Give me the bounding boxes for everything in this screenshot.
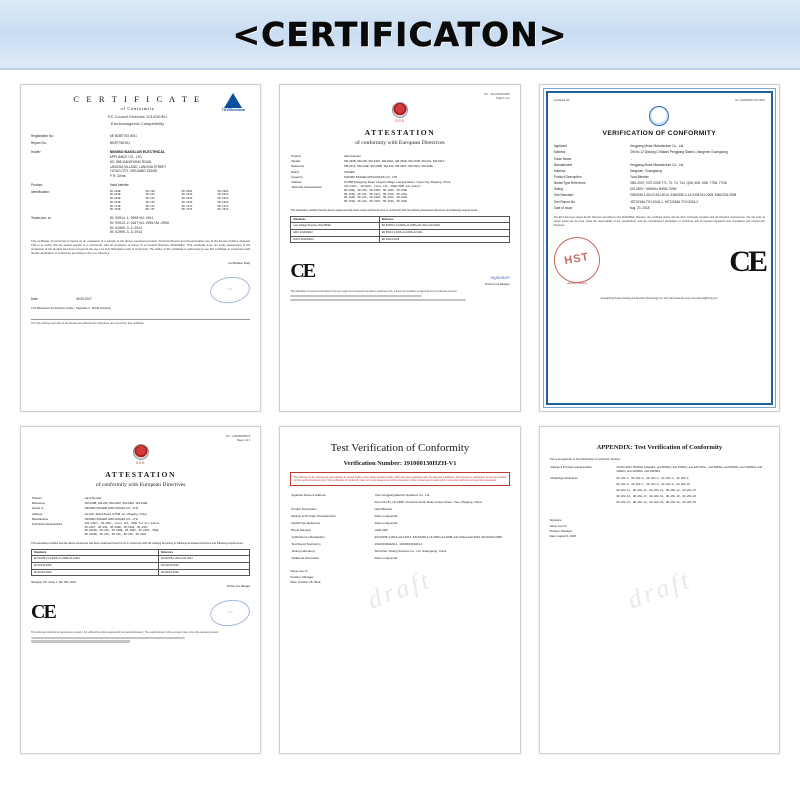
cert-heading: C E R T I F I C A T E [73, 94, 202, 104]
model-item: SM-233A [217, 200, 229, 204]
field-value: AE 50387753 0001 [109, 134, 137, 139]
product-block [31, 183, 250, 235]
model-list [110, 190, 251, 213]
certificate-card-test-verification[interactable] [279, 426, 520, 754]
field-value: SINGER [343, 169, 355, 174]
field-label: Brand [291, 169, 299, 174]
certification-stamp-icon: TÜV [209, 275, 252, 306]
signature-block [290, 569, 509, 585]
model-item: SM-747A [217, 204, 229, 208]
field-value: 220-240V~ 50/60Hz 600W-700W [629, 187, 677, 192]
model-item: SM-231 [145, 193, 155, 197]
cell: EN 62321:2008 [159, 569, 250, 576]
certificate-card-appendix[interactable] [539, 426, 780, 754]
ce-mark-icon: CE [290, 260, 315, 283]
draft-watermark: draft [623, 564, 695, 615]
certificate-grid [0, 70, 800, 764]
signature-name: Name Lea Yu [290, 569, 308, 574]
signature-date: Date: August 6, 2018 [549, 534, 576, 539]
field-label: Address [553, 150, 566, 155]
cell: RoHS 2011/65/EU [291, 236, 379, 243]
field-value: 50097798 001 [109, 140, 130, 145]
model-item: SM-231A [217, 193, 229, 197]
tech-line: SM-230B, SM-230, SM-230X, SM-230A, SM-230E [343, 188, 407, 192]
attestation-title: ATTESTATION [364, 128, 436, 138]
cell: EN 62233:2008 [32, 563, 159, 570]
cell: Low Voltage Directive 2014/35/EU [291, 223, 379, 230]
field-value: Aug. 23, 2018 [629, 205, 650, 210]
field-label: Manufacturer [32, 516, 49, 521]
field-label: Brand Name(s) [291, 527, 311, 532]
field-label: Product Description [553, 175, 582, 179]
tested-standard: EN 55014-2:1997+A1:2001+A2:2008 [109, 220, 169, 225]
stamp-caption: Laboratory Manager [566, 283, 587, 286]
verification-title: Test Verification of Conformity [330, 442, 470, 454]
model-item: SM-747 [145, 204, 155, 208]
signature-date: Date: October 18, 2019 [290, 579, 321, 584]
attestation-statement: This attestation certifies that the above equipment has been tested and found to be in conformity with CE marking according to following European Directives and following requirements: [31, 542, 244, 546]
hst-title: VERIFICATION OF CONFORMITY [602, 129, 717, 137]
field-value: Hand Blender [374, 506, 393, 511]
model-item: SM-232A [217, 197, 229, 201]
field-value: Jiangmen, Guangdong [629, 168, 662, 173]
signature-position: Position: Manager [549, 528, 573, 533]
certificate-card-hst[interactable] [539, 84, 780, 412]
certificate-card-tuv[interactable] [20, 84, 261, 412]
tech-label: Technical characteristics [32, 522, 63, 527]
holder-line: YUYAO CITY, ZHEJIANG 315400 [109, 169, 158, 174]
holder-line: NINGBO BAKSLON ELECTRICAL [109, 150, 165, 155]
model-item: SM-230X [181, 189, 193, 193]
column-header: Reference [379, 216, 509, 223]
field-value: SM-230B, SM-230, SM-230X, SM-230A, SM-230E, SM-231B, SM-231, SM-231X [343, 159, 445, 164]
attestation-fields [290, 153, 509, 204]
field-label: Verification to Standard(s) [291, 534, 325, 539]
cell: EMC 2014/30/EU [291, 229, 379, 236]
field-value: No.229, Jiasha Road, NTSM, etc, Zhejiang, China [84, 511, 147, 516]
attestation-footer: This attestation is issued on the basis of the test report and represents the above equipment only. It does not constitute an approval of the production process. [290, 290, 458, 294]
tech-line: SM-233B, SM-233, SM-233X, SM-233A, SM-233E [343, 199, 407, 203]
field-value: 191000130HZH-1, 191000130HZH-2 [374, 541, 423, 546]
field-label: Additional Information [291, 555, 320, 560]
field-label: Test Report Number(s) [291, 541, 321, 546]
tested-standard: EN 61000-3-2:2014 [109, 225, 143, 230]
cell: EN 62321:2009 [379, 236, 509, 243]
field-label: Product [32, 495, 42, 500]
field-value: Yongyang Motor Manufacture Co., Ltd. [629, 144, 685, 149]
date-value: 05.09.2017 [76, 297, 92, 302]
model-item: SM-767X [181, 208, 193, 212]
column-header: Standards [291, 216, 379, 223]
tech-line: 220-240V~, 50/60Hz, Class III, 600W/700W and models [343, 185, 421, 189]
tested-standard: EN 61000-3-3:2013 [109, 230, 143, 235]
field-label: Applicant Name & Address [291, 492, 326, 497]
cert-subheading: of Conformity [120, 106, 155, 112]
verification-fields [290, 491, 509, 561]
hst-fields [554, 144, 765, 210]
cell: EN 55014-1:2006+A1:2009+A2:2011 [379, 229, 509, 236]
tuv-logo-label: TUVRheinland [221, 108, 245, 112]
standards-table [31, 549, 250, 577]
model-item: SM-767 [145, 208, 155, 212]
field-label: Address [291, 180, 302, 185]
standards-table [290, 216, 509, 244]
model-item: SM-232 [145, 197, 155, 201]
tech-line: SM-232B, SM-232, SM-232X, SM-232A, SM-232E [343, 196, 407, 200]
holder-label: Holder: [31, 150, 42, 155]
field-value: Refer to Appendix [374, 520, 398, 525]
doc-number: No. : CE-C/2017/0112 [484, 93, 510, 96]
doc-number: No. : LVD/2018/0372 [226, 435, 251, 438]
signature-label: Product Line Manager [226, 584, 251, 588]
model-item: SM-747B [109, 204, 121, 208]
field-label: Report No.: [31, 140, 48, 145]
attestation-footer: This document shall not be reproduced, except in full, without the written approval of the issuing laboratory. The results shown in this test report refer only to the sample(s) tested. [31, 631, 219, 635]
tech-line: SM-231B, SM-231, SM-231X, SM-231A, SM-231E [343, 192, 407, 196]
page-number: Page 1 of 1 [237, 438, 251, 442]
model-item: SM-230 [145, 189, 155, 193]
field-label: Reference [291, 164, 305, 169]
field-label: Testing Laboratory [291, 548, 316, 553]
field-value: EN60335-1:2012+A11:2014, EN60335-2-14:2006+A1:2008, EN62233:2008 [629, 193, 737, 198]
hst-statement: The EUT has been tested for EU Directive according to the 2014/35/EC Directive, the certificate shows that the EUT technically complies with the Directive requirements. The CE mark as shown below can be used, under the responsibility of the manufacturer, and the manufacturer's declaration of conformity with all relevant regulations and compliance with relevant EC Directives. [553, 216, 765, 227]
ce-mark-icon: CE [729, 245, 765, 279]
attestation-title: ATTESTATION [105, 470, 177, 480]
issuer-name: SGS [136, 460, 146, 465]
model-item: SM-230A [217, 189, 229, 193]
tech-line: 220-240V~, 50-60Hz, Class III, 600W for all models [84, 522, 160, 526]
field-value: Refer to Appendix [374, 513, 398, 518]
tech-line: ZM-230Y, ZM-230, ZM-230B, ZM-230A, ZM-230X [84, 525, 148, 529]
tuv-logo-icon [216, 93, 250, 113]
field-value: Room No.81, No.1388, Chouzhou North Road, Futian Street, Yiwu, Zhejiang, China [374, 499, 482, 504]
verification-note: The licensee of the referenced test report(s) is named holder of the below granted marks which has been granted under the attested conditions. The licensee is authorised to use the mark(s) on the certified products only. This verification of conformity does not imply assessment of the production of the product and is valid only in connection with the test report(s) referenced. [290, 472, 509, 486]
tested-standard: EN 55014-1:2006+A2:2011 [109, 216, 154, 221]
field-label: Issued to [32, 506, 44, 511]
field-value: Yiwu Hongjiang Electric Appliance Co., Ltd. [374, 492, 430, 497]
attestation-subtitle: of conformity with European Directives [95, 482, 186, 489]
model-item: SM-767B [109, 208, 121, 212]
field-value: Hand blender [343, 153, 361, 158]
issuer-stamp-icon: SGS [209, 597, 252, 628]
field-label: Product [291, 153, 301, 158]
appendix-title: APPENDIX: Test Verification of Conformity [596, 444, 723, 451]
model-item: SM-230B [109, 189, 121, 193]
field-value: HD-868-11, HD-868-12, HD-868-13, HD-868-14, HD-868-15 [616, 489, 696, 493]
certification-body-label: Certification Body [228, 261, 251, 266]
crest-icon [392, 102, 408, 118]
field-value: HD-868-21, HD-868-22, HD-868-23, HD-868-24, HD-868-25 [616, 501, 696, 505]
field-value: No.858 Xiangyang Road, Langxia Village, Langxia Street, Yuyao City, Zhejiang, China [343, 180, 451, 185]
tech-line: ZM-2301B, ZM-230, ZM-230B, ZM-230A, ZM-230X, 450W, [84, 529, 160, 533]
field-value: NINGBO SINGER APPLIANCES CO., LTD [84, 516, 138, 521]
place-and-date: Shanghai, P.R. China, 1, Mar 15th, 2018 [31, 581, 76, 585]
issuer-name: SGS [395, 118, 405, 123]
field-value: SM-231A, SM-231E, SM-232B, SM-232, SM-232X, SM-232A, SM-232E [343, 164, 434, 169]
field-value: -- [629, 156, 632, 161]
cert-scope-line-1: EC Council Directive 2014/30/EU [108, 114, 168, 119]
page-number: Page 1 of 1 [496, 96, 510, 100]
field-value: Refer to Appendix [374, 555, 398, 560]
field-label: Test Report No. [553, 199, 576, 204]
appendix-subtitle: This is an Appendix to Test Verification of Conformity Number: [549, 457, 621, 461]
field-label: Product Description [291, 506, 317, 511]
page-banner [0, 0, 800, 70]
model-item: SM-747X [181, 204, 193, 208]
field-value: HST2018A.TGY.0016-1, HST2018A.TGY.0016-2 [629, 199, 699, 204]
cell: EN 60335-1:2012+A11:2014 [159, 556, 250, 563]
field-value: Shenzhen Testing Services Co., Ltd. Guangdong, China [374, 548, 447, 553]
appendix-fields [550, 465, 769, 506]
field-label: Reference [32, 501, 45, 506]
tested-label: Tested acc. to: [31, 216, 52, 221]
field-label: Model/Type Reference [553, 181, 586, 186]
field-value: Hand blender [84, 495, 102, 500]
field-label: Test Standard [553, 193, 574, 198]
ce-mark-icon: CE [31, 601, 55, 624]
organization-seal-icon [649, 106, 669, 126]
signature-name: Name Lea Yu [549, 523, 567, 528]
model-item: SM-767A [217, 208, 229, 212]
field-label: Model/Type Reference [291, 520, 321, 525]
model-item: SM-231B [109, 193, 121, 197]
cell: EN 62233:2008 [159, 563, 250, 570]
issuer-address-footer: Guangdong Huaxin Testing & Inspection Technology Co.,Ltd. http://www.hst-any.cn E-mail:hst@hst-any.cn [600, 296, 718, 300]
signature-position: Position: Manager [290, 574, 314, 579]
model-item: SM-232B [109, 197, 121, 201]
signature-block [550, 518, 769, 539]
issuer-address: TUV Rheinland LGA Products GmbH - Tillystraße 2 - 90431 Nürnberg [31, 307, 111, 311]
field-label: Issued to [291, 174, 303, 179]
field-value: SM-230B, SM-230, SM-230X, SM-230A, SM-230E [84, 501, 148, 506]
crest-icon [133, 444, 149, 460]
model-item: SM-233 [145, 200, 155, 204]
field-value: HD-868-16, HD-868-17, HD-868-18, HD-868-19, HD-868-20 [616, 495, 696, 499]
table-row [32, 563, 250, 570]
field-label [290, 498, 373, 505]
tech-label: Technical characteristics [291, 185, 322, 190]
field-value: Food Blender [629, 175, 649, 179]
identification-label: Identification: [31, 189, 50, 194]
field-label: Trade Name [553, 156, 572, 161]
signature-title: Signature [549, 518, 562, 523]
attestation-subtitle: of conformity with European Directives [355, 140, 445, 147]
product-value: Hand blender [109, 183, 129, 188]
field-label: Manufacturer [553, 162, 573, 167]
field-value: NINGBO SINGER APPLIANCES CO., LTD. [84, 506, 139, 511]
column-header: Reference [159, 549, 250, 556]
table-row [291, 229, 509, 236]
cert-scope-line-2: Electromagnetic Compatibility [111, 122, 165, 127]
cell: EN 60335-2-14:2006+A1:2008+A11:2012+A12:2016 [379, 223, 509, 230]
field-label: Rating [553, 187, 563, 192]
field-value: GBS-2007, HST-2008 T71, T2, T4, T44, Q08, 60H, 60B, 77D6, 77D8 [629, 181, 727, 186]
holder-block [31, 150, 250, 178]
field-value: NINGBO SINGER APPLIANCES CO., LTD [343, 174, 398, 179]
model-item: SM-232X [181, 197, 193, 201]
certificate-card-attestation-1[interactable] [279, 84, 520, 412]
holder-line: NO. 858 XIANGYANG ROAD, [109, 159, 153, 164]
signature-label: Product Line Manager [485, 282, 510, 286]
field-label: Ratings & Principle Characteristics [291, 513, 336, 518]
registration-fields [31, 134, 250, 145]
signature-mark: Signature [490, 276, 510, 282]
holder-line: APPLIANCE CO., LTD. [109, 155, 143, 160]
field-label: Model/Type Reference [550, 476, 578, 480]
table-row [291, 236, 509, 243]
certificate-paragraph: This certificate of conformity is based on an evaluation of a sample of the above mentioned product. Technical Report and documentation are at the licence holder's disposal. This is to certify that the tested sample is in conformity with all provisions of Annex III of Council Directive 2014/30/EU. This certificate does not imply assessment of the production of the product and does not permit the use of a TUV Rheinland mark of conformity. The holder of the certificate is authorized to use this certificate in connection with the EC declaration of conformity according to the e.m. Directive. [31, 239, 251, 256]
hst-stamp-icon: HST [550, 234, 603, 287]
certificate-footer: The CE marking and mark of all relevant and effective EC Directives are covered by this certificate. [31, 319, 250, 326]
draft-watermark: draft [364, 564, 436, 615]
field-value: HD-868-6, HD-868-7, HD-868-8, HD-868-9, HD-868-10 [616, 482, 690, 486]
field-label: Registration No.: [31, 134, 55, 139]
model-item: SM-233X [181, 200, 193, 204]
field-value: Yongyang Motor Manufacture Co., Ltd [629, 162, 684, 167]
certificate-no-value: No. HST2018A.TGY.0016 [735, 99, 765, 102]
certificate-no-label: Certificate No. [553, 99, 571, 102]
attestation-fields [31, 495, 250, 537]
table-row [32, 556, 250, 563]
field-label: Models [291, 159, 301, 164]
holder-line: P. R. China [109, 173, 126, 178]
cell: EN 60335-2-14:2006+A1:2008+A11:2012 [32, 556, 159, 563]
table-row [291, 223, 509, 230]
table-row [32, 569, 250, 576]
field-label: Date of Issue [553, 205, 573, 210]
tech-line: ZM-2302B, ZM-230, ZM-230, ZM-230, ZM-230A [84, 532, 147, 536]
page-title: <CERTIFICATON> [232, 14, 568, 54]
column-header: Standards [32, 549, 159, 556]
attestation-statement: This attestation certifies that the above equipment has been tested and found to be in conformity with the following European Directives and following requirements: [290, 208, 478, 212]
field-value: AC100-240V, 50/60Hz,120watt/s, and 600W/s, and 700W/s, and 220-240V~, and 600W/s, and 800W/s, and 1000W/s, and 200W/s, and 1200W/s, and 2000W/s [616, 466, 762, 474]
field-value: Gift No.12 Qixiang Ci Baishi Pengjiang District, Jiangmen Guangdong [629, 150, 728, 155]
issuer-logo [290, 102, 509, 124]
product-label: Product: [31, 183, 43, 188]
field-value: HD-868-1, HD-868-2, HD-868-3, HD-868-4, HD-868-5 [616, 476, 689, 480]
holder-line: LANGXIA VILLAGE, LANGXIA STREET [109, 164, 167, 169]
field-label: Applicant [553, 144, 567, 149]
field-value: EN 60335-1:2012+A11:2014, EN 60335-2-14:2006+A1:2008+A11:2012+A12:2016, EN 62233:2008 [374, 534, 502, 539]
date-label: Date [31, 297, 38, 302]
model-item: SM-233B [109, 200, 121, 204]
field-label: Address [32, 511, 43, 516]
model-item: SM-231X [181, 193, 193, 197]
issuer-logo [31, 444, 250, 466]
verification-number: Verification Number: 191000130HZH-V1 [343, 459, 457, 467]
field-label: Address [553, 168, 566, 173]
certificate-card-attestation-2[interactable] [20, 426, 261, 754]
field-label: Ratings & Principle Characteristics [550, 466, 592, 470]
field-value: HHD GEX [374, 527, 388, 532]
cell: EN 62321:2008 [32, 569, 159, 576]
